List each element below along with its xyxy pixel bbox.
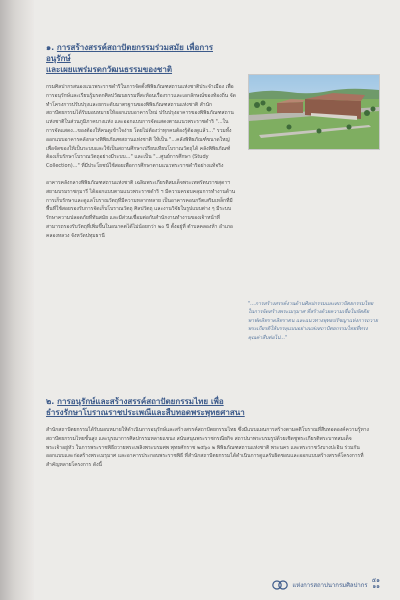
page-number — [372, 578, 380, 590]
department-logo-icon — [272, 580, 288, 590]
section-2-title-line2: ธำรงรักษาโบราณราชประเพณีและสืบทอดพระพุทธศาสนา — [46, 408, 245, 417]
section-2-number: ๒. — [46, 397, 55, 406]
section-1-number: ๑. — [46, 43, 55, 52]
page-content — [46, 42, 378, 582]
section-1-title-line1: การสร้างสรรค์สถาปัตยกรรมร่วมสมัย เพื่อการอนุรักษ์ — [46, 43, 213, 63]
page-footer — [272, 578, 380, 590]
photo-column — [248, 74, 378, 150]
section-2 — [46, 396, 376, 470]
museum-building-photo — [248, 74, 380, 150]
section-1-title — [46, 42, 236, 75]
section-1 — [46, 42, 236, 241]
page-binding-shadow — [0, 0, 34, 600]
page-number-top: ๕๑ — [371, 577, 380, 584]
building-rendering-image — [249, 75, 379, 149]
section-1-paragraph-2: อาคารคลังกลางพิพิธภัณฑสถานแห่งชาติ เฉลิมพระเกียรติสมเด็จพระเทพรัตนราชสุดาฯ สยามบรมราชกุมารี ได้ออกแบบตามแนวพระราชดำริ ฯ มีความครอบคลุมการทำงานด้านการเก็บรักษาและดูแลโบราณวัตถุที่มีความหลากหลาย เป็นอาคารคอนกรีตเสริมเหล็กที่มีพื้นที่ใช้สอยรองรับการจัดเก็บโบราณวัตถุ ศิลปวัตถุ และงานวิจัยในรูปแบบต่าง ๆ มีระบบรักษาความปลอดภัยที่ทันสมัย และมีส่วนเชื่อมต่อกับสำนักงานทำงานของเจ้าหน้าที่ สามารถรองรับวัตถุที่เพิ่มขึ้นในอนาคตได้ไม่น้อยกว่า ๒๐ ปี ตั้งอยู่ที่ ตำบลคลองห้า อำเภอคลองหลวง จังหวัดปทุมธานี — [46, 179, 236, 239]
pull-quote: "...การสร้างสรรค์งานด้านศิลปกรรมและสถาปัตยกรรมไทยในการจัดสร้างพระเมรุมาศ ที่สร้างด้วยความเชื่อในขัตติยพาฬดลิทราดลิทราตน และแนวทางพุทธปรัชญาแห่งการถวายพระเกียรติให้บรรลุแบบอย่างแห่งสถาปัตยกรรมไทยที่ทรงคุณค่าสืบต่อไป..." — [248, 301, 378, 341]
section-1-title-line2: และเผยแพร่มรดกวัฒนธรรมของชาติ — [46, 65, 173, 74]
section-2-title-line1: การอนุรักษ์และสร้างสรรค์สถาปัตยกรรมไทย เพื่อ — [57, 397, 224, 406]
footer-org-name: แห่งการสถาปนากรมศิลปากร — [292, 582, 368, 589]
page-number-bottom: ๑๑ — [372, 583, 380, 590]
section-2-title — [46, 396, 376, 418]
section-1-paragraph-1: กรมศิลปากรสนองแนวพระราชดำริในการจัดตั้งพิพิธภัณฑสถานแห่งชาติประจำเมือง เพื่อการอนุรักษ์และเรียนรู้มรดกศิลปวัฒนธรรมที่สะท้อนเรื่องราวและเอกลักษณ์ของท้องถิ่น จัดทำโครงการปรับปรุงและยกระดับมาตรฐานของพิพิธภัณฑสถานแห่งชาติ สำนักสถาปัตยกรรมได้รับมอบหมายให้ออกแบบอาคารใหม่ ปรับปรุงอาคารของพิพิธภัณฑสถานแห่งชาติในส่วนภูมิภาคบางแห่ง และออกแบบการจัดแสดงตามแนวพระราชดำริ "...ในการจัดแสดง...ของต้องให้คนดูเข้าใจง่าย โดยไม่ต้องว่าทุกคนต้องรู้ต้องดูแล้ว..." รวมทั้งออกแบบอาคารคลังกลางพิพิธภัณฑสถานแห่งชาติ ให้เป็น "...คลังพิพิธภัณฑ์ขนาดใหญ่เพื่อจัดของให้เป็นระบบและใช้เป็นสถานศึกษาเปรียบเทียบโบราณวัตถุได้ คลังพิพิธภัณฑ์ต้องเก็บรักษาโบราณวัตถุอย่างมีระบบ..." และเป็น "...ศูนย์การศึกษา (Study Collection)..." ที่มีประโยชน์ใช้สอยเพื่อการศึกษาตามแนวพระราชดำริอย่างแท้จริง — [46, 84, 236, 170]
section-2-paragraph-1: สำนักสถาปัตยกรรมได้รับมอบหมายให้ดำเนินการอนุรักษ์และสร้างสรรค์สถาปัตยกรรมไทย ซึ่งมีแบบแผนการสร้างตามคติโบราณที่สืบทอดองค์ความรู้ทางสถาปัตยกรรมไทยชั้นสูง และบูรณาการศิลปกรรมหลายแขนง สนับสนุนพระราชกรณียกิจ สถาปนาพระบรมรูปด้วยเชิดชูพระเกียรติพระบาทสมเด็จพระเจ้าอยู่หัว ในการพระราชพิธีถวายพระเพลิงพระบรมศพ พุทธศักราช ๒๕๖๐ ๒ พิพิธภัณฑสถานแห่งชาติ พระนคร และพระราชวังบางปะอิน ร่วมกันออกแบบและก่อสร้างพระเมรุมาศ และอาคารประกอบพระราชพิธี ที่สำนักสถาปัตยกรรมได้ดำเนินการดูแลรับผิดชอบและออกแบบสร้างสรรค์โครงการที่สำคัญหลายโครงการ ดังนี้ — [46, 427, 369, 469]
